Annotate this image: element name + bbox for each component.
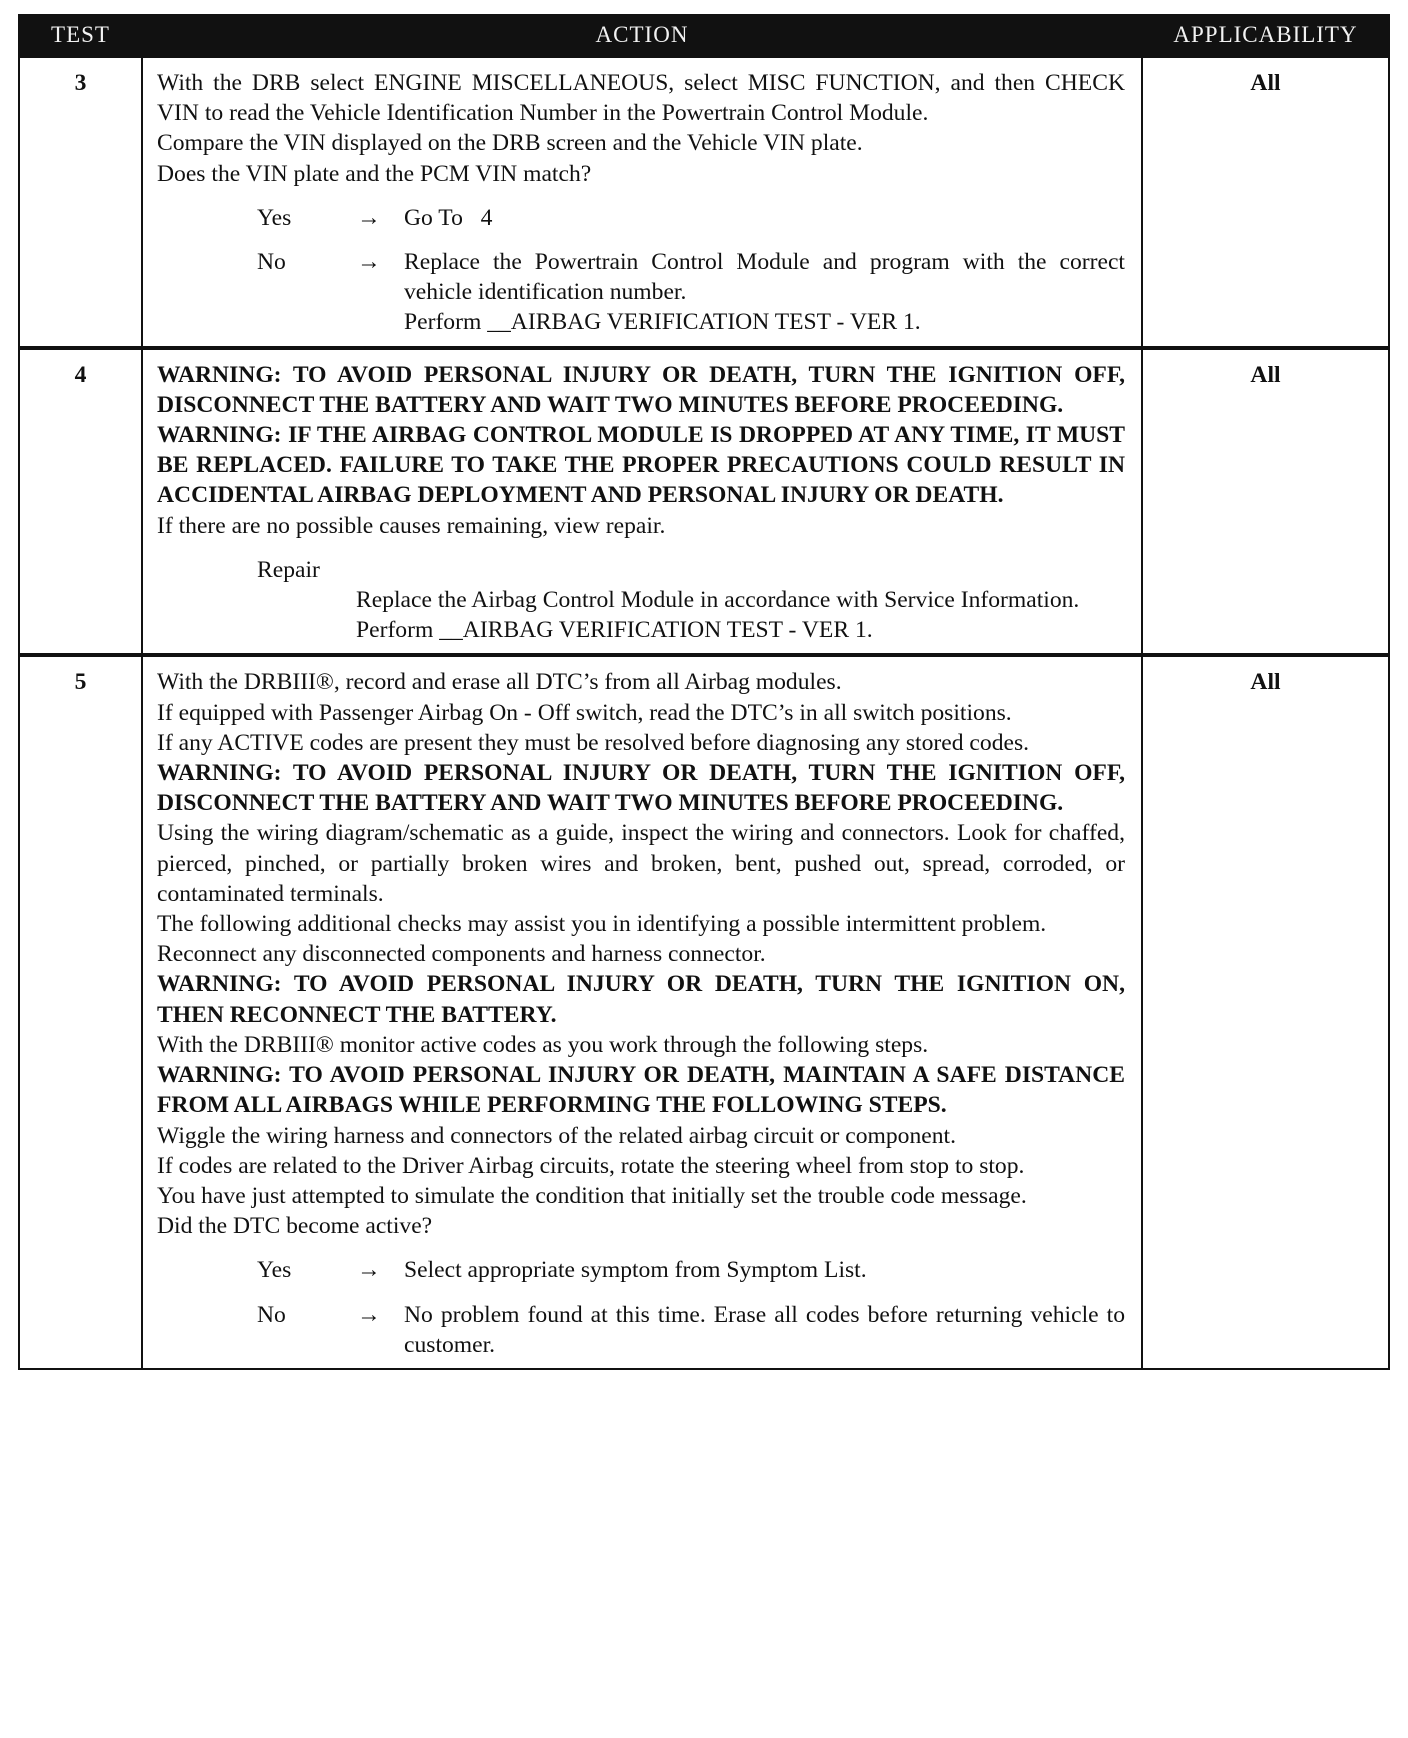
diagnostic-test-table [18, 14, 1390, 1370]
option-text: Perform __AIRBAG VERIFICATION TEST - VER 1. [404, 309, 921, 336]
applicability-value: All [1142, 348, 1389, 656]
option-key: Yes [257, 204, 292, 231]
action-paragraph: You have just attempted to simulate the condition that initially set the trouble code message. [157, 1182, 1027, 1209]
action-paragraph: If there are no possible causes remaining, view repair. [157, 512, 666, 539]
repair-text: Perform __AIRBAG VERIFICATION TEST - VER 1. [356, 617, 873, 644]
test-number: 3 [19, 56, 142, 348]
header-applicability: APPLICABILITY [1142, 15, 1389, 56]
test-number: 4 [19, 348, 142, 656]
right-arrow-icon: → [357, 249, 381, 276]
right-arrow-icon: → [357, 1257, 381, 1284]
option-text: Replace the Powertrain Control Module and program with the correct vehicle identification number. [404, 249, 1125, 306]
option-no [157, 247, 1125, 338]
option-yes [157, 1255, 1125, 1285]
action-paragraph: Compare the VIN displayed on the DRB screen and the Vehicle VIN plate. [157, 130, 863, 157]
option-key: No [257, 249, 286, 276]
applicability-value: All [1142, 56, 1389, 348]
warning-text: WARNING: TO AVOID PERSONAL INJURY OR DEATH, MAINTAIN A SAFE DISTANCE FROM ALL AIRBAGS WHILE PERFORMING THE FOLLOWING STEPS. [157, 1062, 1125, 1119]
warning-text: WARNING: TO AVOID PERSONAL INJURY OR DEATH, TURN THE IGNITION OFF, DISCONNECT THE BATTERY AND WAIT TWO MINUTES BEFORE PROCEEDING. [157, 361, 1125, 418]
action-paragraph: With the DRBIII®, record and erase all DTC’s from all Airbag modules. [157, 669, 842, 696]
table-header-row [19, 15, 1389, 56]
test-number: 5 [19, 655, 142, 1368]
action-paragraph: With the DRB select ENGINE MISCELLANEOUS, select MISC FUNCTION, and then CHECK VIN to read the Vehicle Identification Number in the Powertrain Control Module. [157, 70, 1125, 127]
applicability-value: All [1142, 655, 1389, 1368]
table-row-test-5 [19, 655, 1389, 1368]
action-paragraph: Does the VIN plate and the PCM VIN match? [157, 160, 592, 187]
action-paragraph: Wiggle the wiring harness and connectors of the related airbag circuit or component. [157, 1122, 956, 1149]
warning-text: WARNING: IF THE AIRBAG CONTROL MODULE IS DROPPED AT ANY TIME, IT MUST BE REPLACED. FAILURE TO TAKE THE PROPER PRECAUTIONS COULD RESULT IN ACCIDENTAL AIRBAG DEPLOYMENT AND PERSONAL INJURY OR DEATH. [157, 422, 1125, 509]
table-row-test-4 [19, 348, 1389, 656]
repair-label: Repair [257, 556, 320, 583]
right-arrow-icon: → [357, 204, 381, 231]
action-paragraph: If equipped with Passenger Airbag On - Off switch, read the DTC’s in all switch positions. [157, 699, 1012, 726]
option-text: No problem found at this time. Erase all codes before returning vehicle to customer. [404, 1301, 1125, 1358]
action-cell [142, 348, 1142, 656]
action-paragraph: If codes are related to the Driver Airbag circuits, rotate the steering wheel from stop to stop. [157, 1152, 1025, 1179]
action-paragraph: Reconnect any disconnected components and harness connector. [157, 941, 766, 968]
right-arrow-icon: → [357, 1301, 381, 1328]
table-row-test-3 [19, 56, 1389, 348]
action-paragraph: The following additional checks may assist you in identifying a possible intermittent problem. [157, 911, 1047, 938]
warning-text: WARNING: TO AVOID PERSONAL INJURY OR DEATH, TURN THE IGNITION ON, THEN RECONNECT THE BATTERY. [157, 971, 1125, 1028]
option-key: Yes [257, 1257, 292, 1284]
option-key: No [257, 1301, 286, 1328]
action-cell [142, 56, 1142, 348]
option-text: Select appropriate symptom from Symptom List. [404, 1257, 867, 1284]
action-paragraph: Using the wiring diagram/schematic as a guide, inspect the wiring and connectors. Look for chaffed, pierced, pinched, or partially broken wires and broken, bent, pushed out, spread, corroded, or contaminated terminals. [157, 820, 1125, 907]
option-text: Go To 4 [404, 204, 493, 231]
warning-text: WARNING: TO AVOID PERSONAL INJURY OR DEATH, TURN THE IGNITION OFF, DISCONNECT THE BATTERY AND WAIT TWO MINUTES BEFORE PROCEEDING. [157, 760, 1125, 817]
option-yes [157, 203, 1125, 233]
action-paragraph: Did the DTC become active? [157, 1213, 433, 1240]
action-cell [142, 655, 1142, 1368]
action-paragraph: With the DRBIII® monitor active codes as you work through the following steps. [157, 1031, 929, 1058]
action-paragraph: If any ACTIVE codes are present they must be resolved before diagnosing any stored codes. [157, 729, 1030, 756]
header-test: TEST [19, 15, 142, 56]
repair-text: Replace the Airbag Control Module in accordance with Service Information. [356, 587, 1080, 614]
repair-instructions [157, 585, 1125, 645]
option-no [157, 1300, 1125, 1360]
header-action: ACTION [142, 15, 1142, 56]
